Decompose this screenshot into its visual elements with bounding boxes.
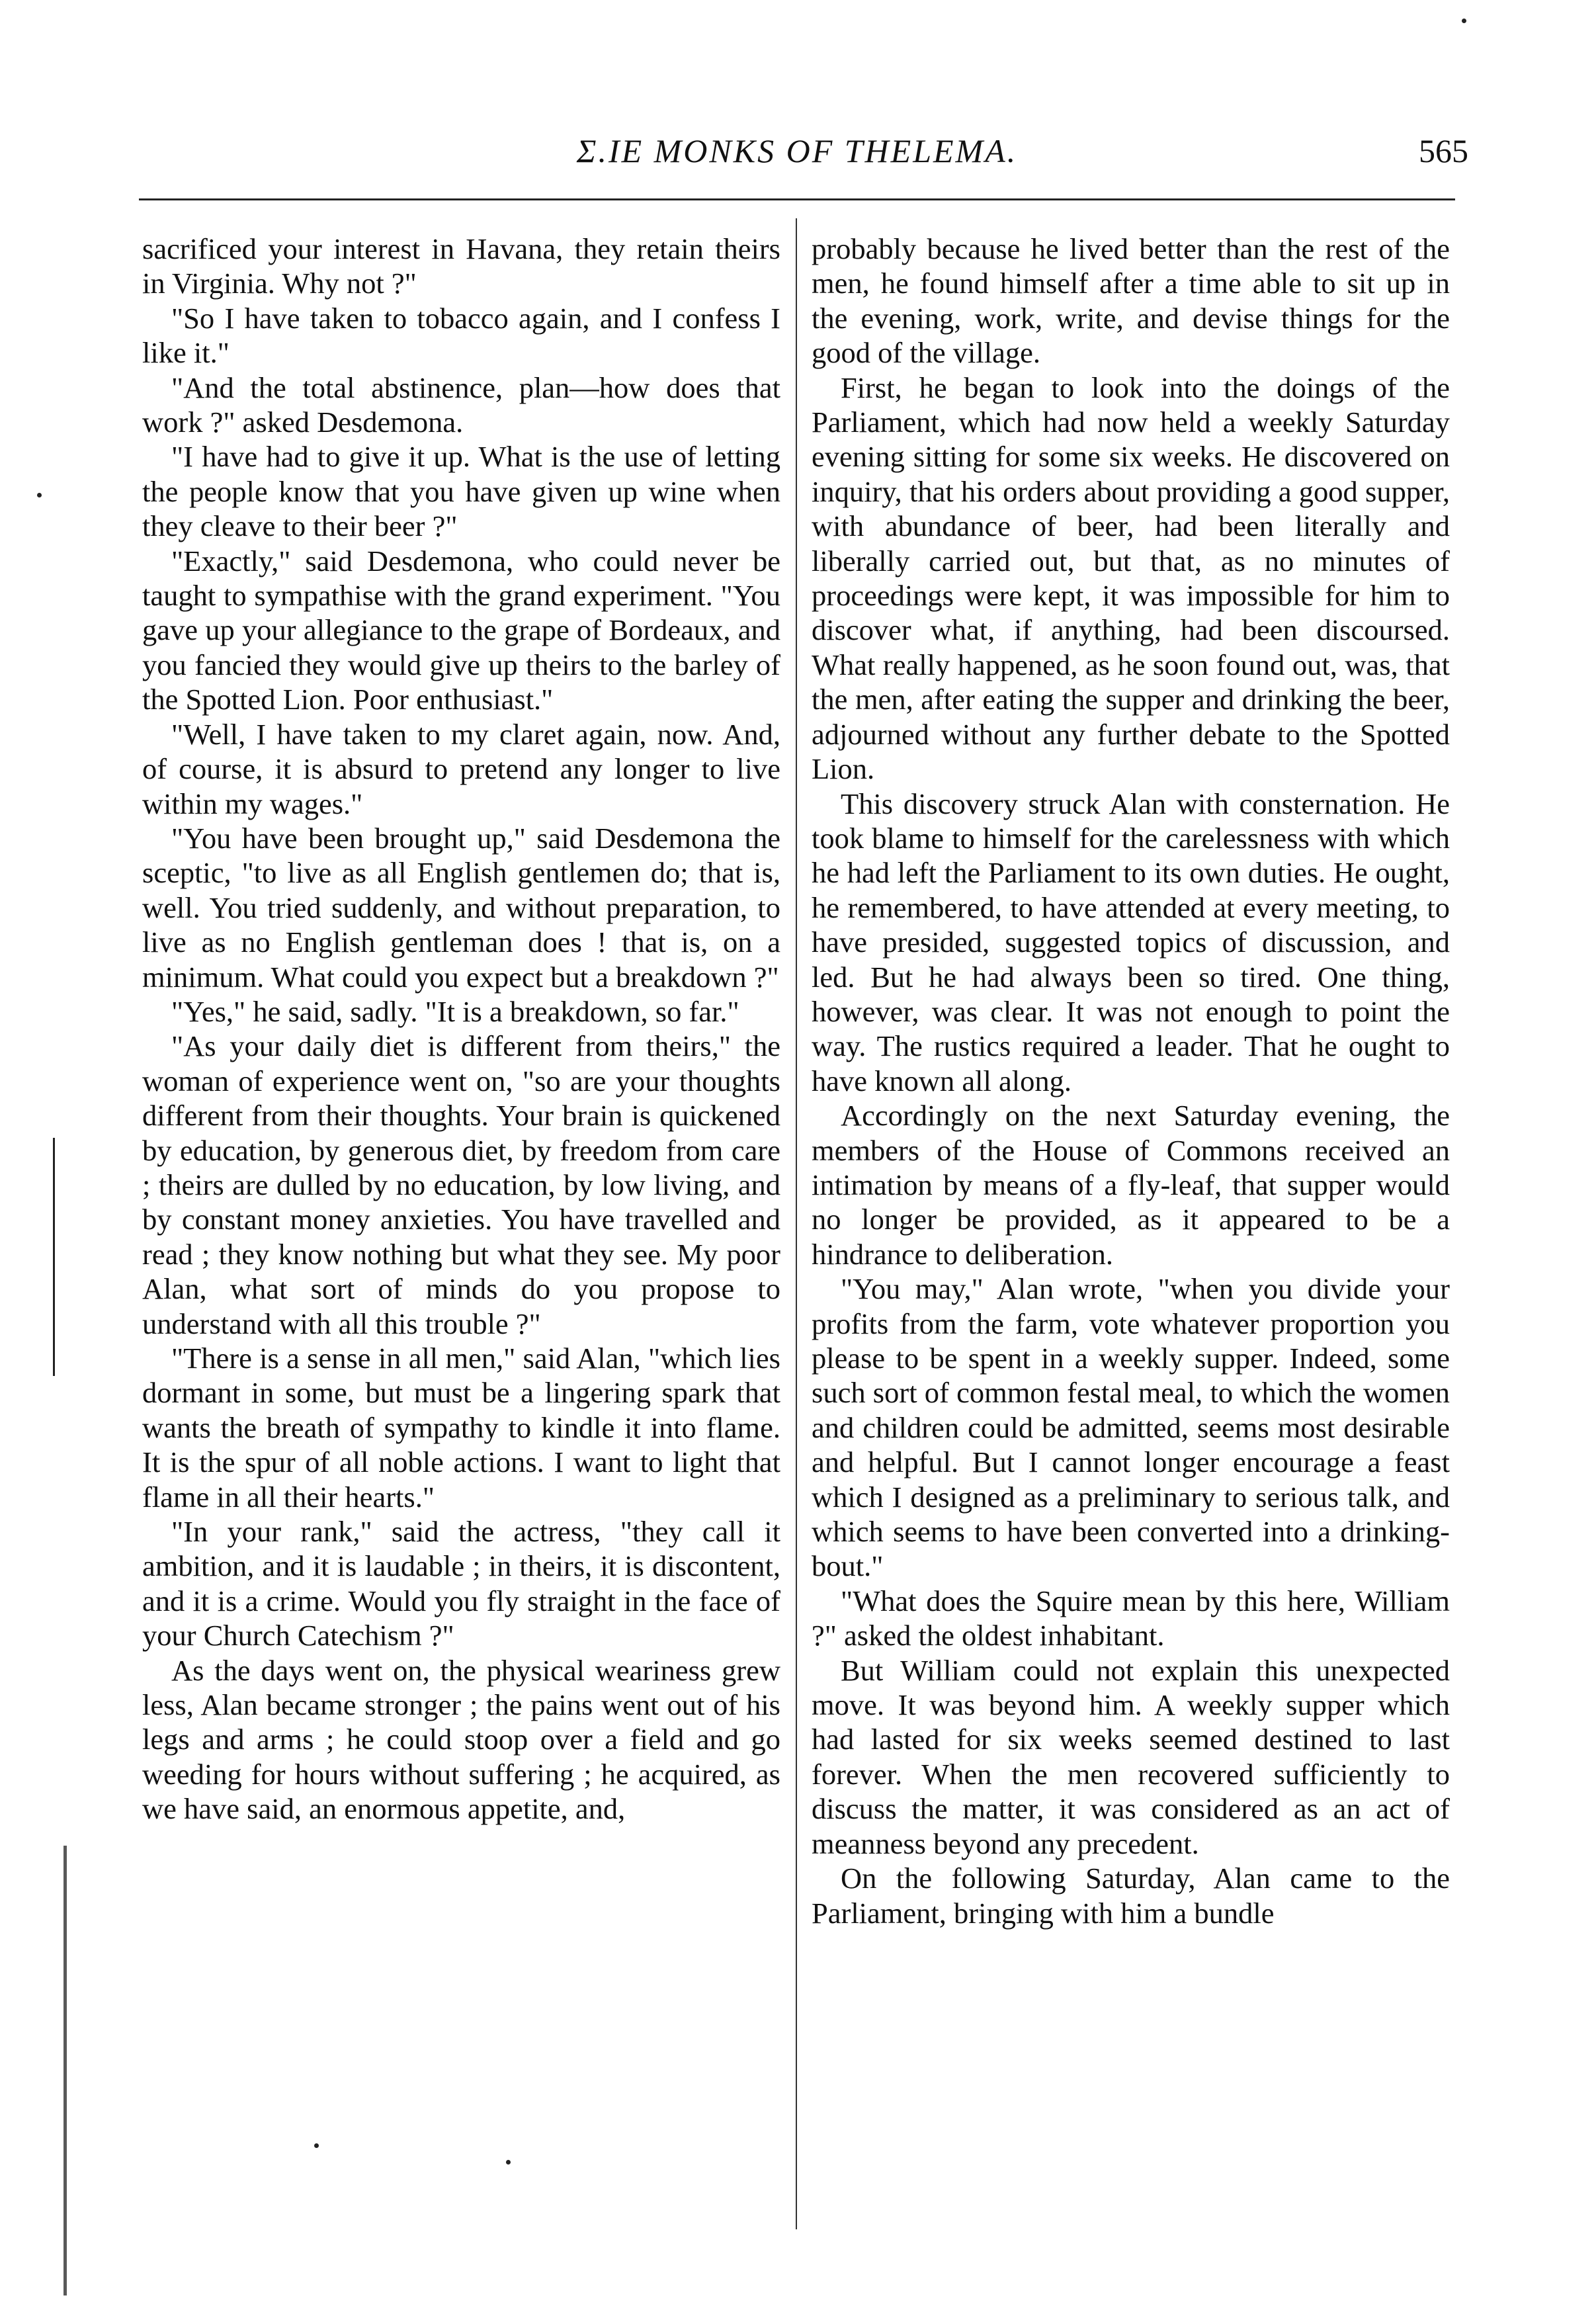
column-divider [796, 218, 797, 2229]
scan-speck [506, 2160, 511, 2165]
paragraph: sacrificed your interest in Havana, they retain theirs in Virginia. Why not ?" [142, 232, 780, 300]
scan-speck [1462, 19, 1466, 23]
paragraph: "Well, I have taken to my claret again, now. And, of course, it is absurd to pretend any longer to live within my wages." [142, 717, 780, 820]
paragraph: On the following Saturday, Alan came to the Parliament, bringing with him a bundle [812, 1862, 1450, 1930]
running-title: Σ.IE MONKS OF THELEMA. [576, 132, 1018, 169]
paragraph: This discovery struck Alan with consternation. He took blame to himself for the carelessness with which he had left the Parliament to its own duties. He ought, he remembered, to have attended at every meeting, to have presided, suggested topics of discussion, and led. But he had always been so tired. One thing, however, was clear. It was not enough to point the way. The rustics required a leader. That he ought to have known all along. [812, 787, 1450, 1097]
binding-edge-mark [53, 1138, 55, 1376]
paragraph: "And the total abstinence, plan—how does that work ?" asked Desdemona. [142, 370, 780, 439]
paragraph: probably because he lived better than the rest of the men, he found himself after a time able to sit up in the evening, work, write, and devise things for the good of the village. [812, 232, 1450, 370]
paragraph: "Yes," he said, sadly. "It is a breakdown, so far." [171, 994, 739, 1028]
paragraph: "What does the Squire mean by this here, William ?" asked the oldest inhabitant. [812, 1584, 1450, 1652]
paragraph: "As your daily diet is different from theirs," the woman of experience went on, "so are your thoughts different from their thoughts. Your brain is quickened by education, by generous diet, by freedom from care ; theirs are dulled by no education, by low living, and by constant money anxieties. You have travelled and read ; they know nothing but what they see. My poor Alan, what sort of minds do you propose to understand with all this trouble ?" [142, 1029, 780, 1340]
header-rule [139, 198, 1455, 200]
paragraph: "So I have taken to tobacco again, and I confess I like it." [142, 301, 780, 370]
paragraph: But William could not explain this unexpected move. It was beyond him. A weekly supper which had lasted for six weeks seemed destined to last forever. When the men recovered sufficiently to discuss the matter, it was considered as an act of meanness beyond any precedent. [812, 1653, 1450, 1860]
scan-speck [37, 493, 42, 497]
running-head [139, 124, 1468, 177]
paragraph: "In your rank," said the actress, "they call it ambition, and it is laudable ; in theirs, it is discontent, and it is a crime. Would you fly straight in the face of your Church Catechism ?" [142, 1515, 780, 1652]
scan-speck [314, 2143, 319, 2148]
paragraph: "Exactly," said Desdemona, who could never be taught to sympathise with the grand experiment. "You gave up your allegiance to the grape of Bordeaux, and you fancied they would give up theirs to the barley of the Spotted Lion. Poor enthusiast." [142, 544, 780, 716]
binding-edge-mark [63, 1846, 67, 2295]
paragraph: As the days went on, the physical weariness grew less, Alan became stronger ; the pains went out of his legs and arms ; he could stoop over a field and go weeding for hours without suffering ; he acquired, as we have said, an enormous appetite, and, [142, 1653, 780, 1826]
paragraph: Accordingly on the next Saturday evening, the members of the House of Commons received an intimation by means of a fly-leaf, that supper would no longer be provided, as it appeared to be a hindrance to deliberation. [812, 1099, 1450, 1271]
page-number: 565 [1419, 132, 1468, 169]
left-column [142, 232, 780, 1826]
paragraph: "You may," Alan wrote, "when you divide your profits from the farm, vote whatever proportion you please to be spent in a weekly supper. Indeed, some such sort of common festal meal, to which the women and children could be admitted, seems most desirable and helpful. But I cannot longer encourage a feast which I designed as a preliminary to serious talk, and which seems to have been converted into a drinking-bout." [812, 1272, 1450, 1583]
right-column [812, 232, 1450, 1930]
paragraph: "You have been brought up," said Desdemona the sceptic, "to live as all English gentlemen do; that is, well. You tried suddenly, and without preparation, to live as no English gentleman does ! that is, on a minimum. What could you expect but a breakdown ?" [142, 821, 780, 994]
paragraph: "There is a sense in all men," said Alan, "which lies dormant in some, but must be a lingering spark that wants the breath of sympathy to kindle it into flame. It is the spur of all noble actions. I want to light that flame in all their hearts." [142, 1342, 780, 1514]
paragraph: "I have had to give it up. What is the use of letting the people know that you have given up wine when they cleave to their beer ?" [142, 440, 780, 543]
paragraph: First, he began to look into the doings of the Parliament, which had now held a weekly Saturday evening sitting for some six weeks. He discovered on inquiry, that his orders about providing a good supper, with abundance of beer, had been literally and liberally carried out, but that, as no minutes of proceedings were kept, it was impossible for him to discover what, if anything, had been discoursed. What really happened, as he soon found out, was, that the men, after eating the supper and drinking the beer, adjourned without any further debate to the Spotted Lion. [812, 370, 1450, 786]
